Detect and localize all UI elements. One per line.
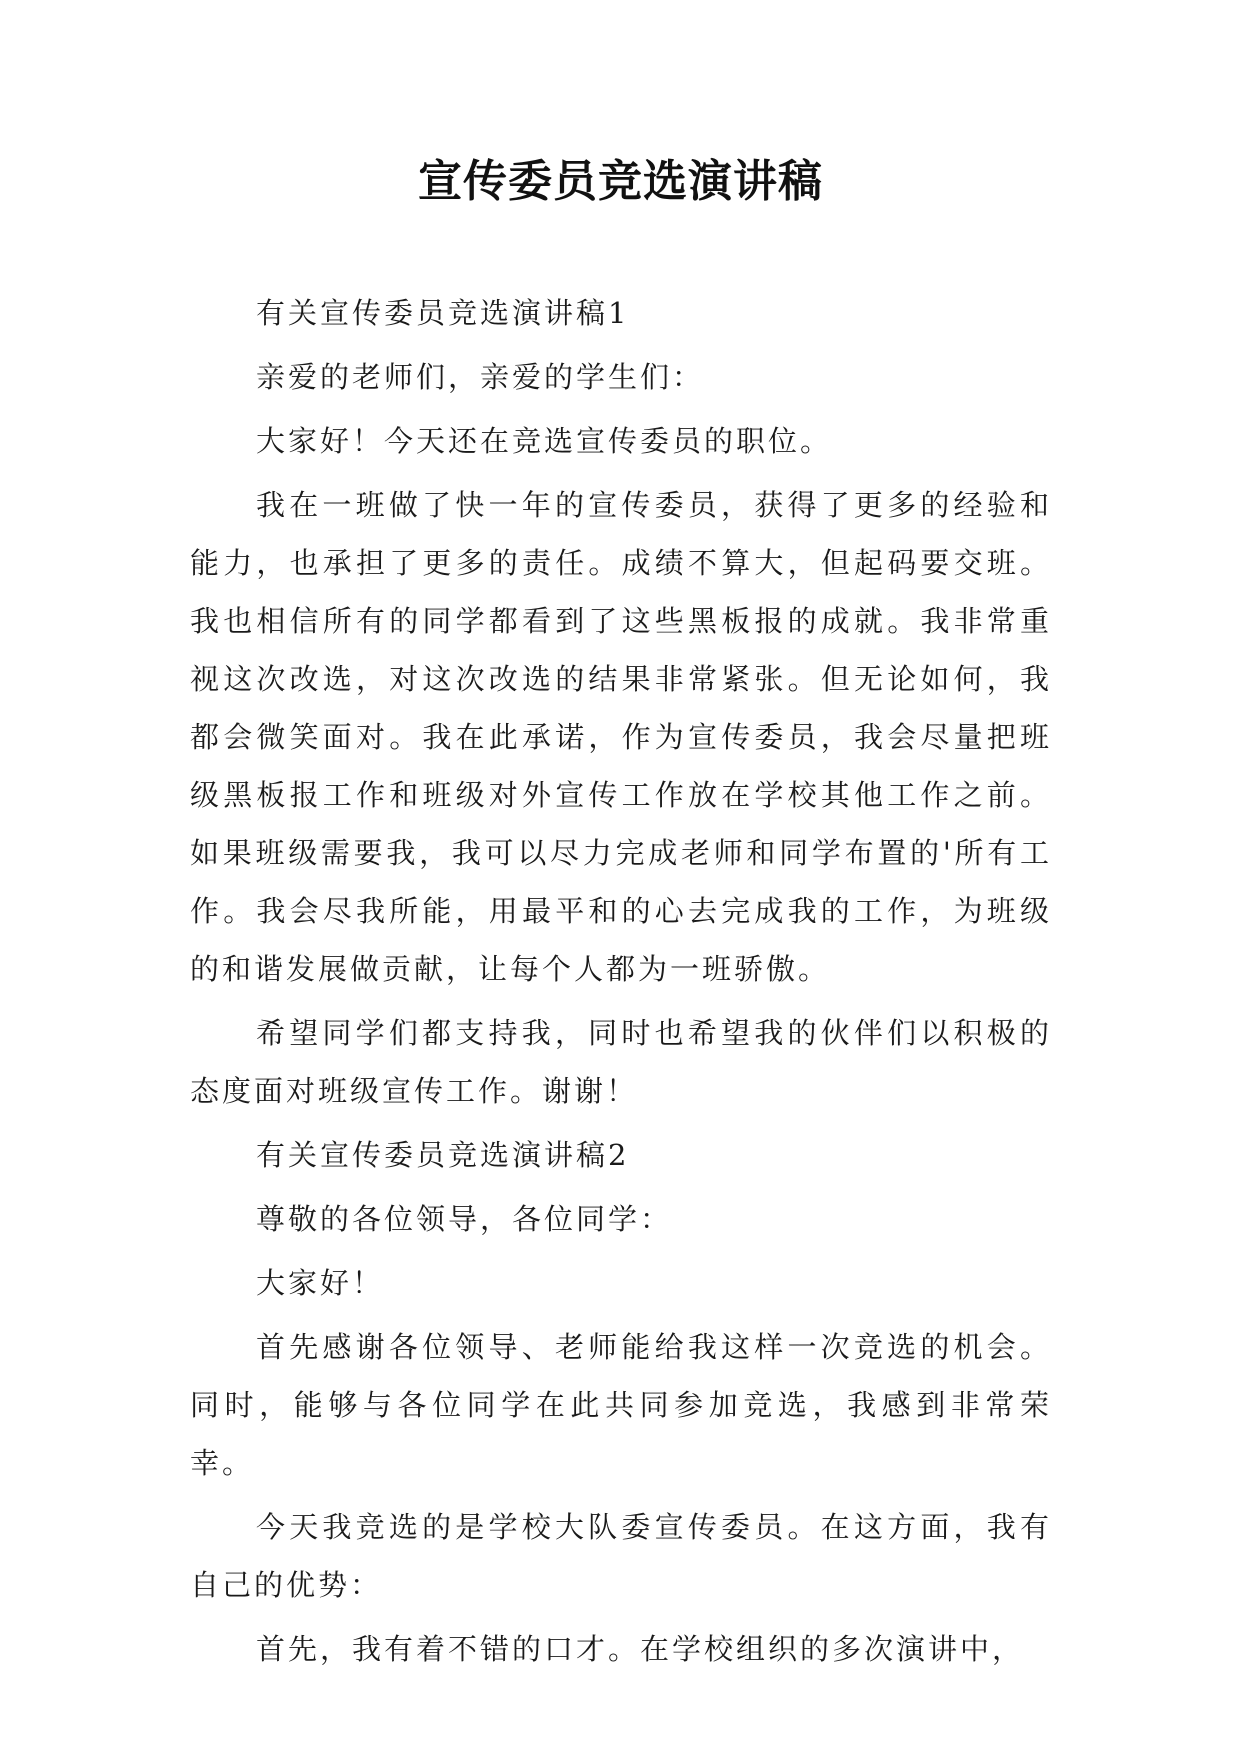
paragraph-salutation-1: 亲爱的老师们，亲爱的学生们： xyxy=(256,360,705,394)
paragraph-thanks-2: 首先感谢各位领导、老师能给我这样一次竞选的机会。同时，能够与各位同学在此共同参加竞选，我感到非常荣幸。 xyxy=(190,1330,1052,1480)
paragraph-advantage-2: 首先，我有着不错的口才。在学校组织的多次演讲中， xyxy=(256,1632,1025,1666)
paragraph-closing-1: 希望同学们都支持我，同时也希望我的伙伴们以积极的态度面对班级宣传工作。谢谢！ xyxy=(190,1016,1052,1108)
paragraph-greeting-2: 大家好！ xyxy=(256,1266,385,1300)
document-body xyxy=(190,284,1052,1684)
paragraph-section-heading-2: 有关宣传委员竞选演讲稿2 xyxy=(256,1138,630,1172)
paragraph-section-heading-1: 有关宣传委员竞选演讲稿1 xyxy=(256,296,630,330)
paragraph-greeting-1: 大家好！今天还在竞选宣传委员的职位。 xyxy=(256,424,833,458)
document-title: 宣传委员竞选演讲稿 xyxy=(418,156,823,207)
paragraph-salutation-2: 尊敬的各位领导，各位同学： xyxy=(256,1202,673,1236)
paragraph-position-2: 今天我竞选的是学校大队委宣传委员。在这方面，我有自己的优势： xyxy=(190,1510,1052,1602)
paragraph-body-1: 我在一班做了快一年的宣传委员，获得了更多的经验和能力，也承担了更多的责任。成绩不算大，但起码要交班。我也相信所有的同学都看到了这些黑板报的成就。我非常重视这次改选，对这次改选的结果非常紧张。但无论如何，我都会微笑面对。我在此承诺，作为宣传委员，我会尽量把班级黑板报工作和班级对外宣传工作放在学校其他工作之前。如果班级需要我，我可以尽力完成老师和同学布置的'所有工作。我会尽我所能，用最平和的心去完成我的工作，为班级的和谐发展做贡献，让每个人都为一班骄傲。 xyxy=(190,488,1052,986)
